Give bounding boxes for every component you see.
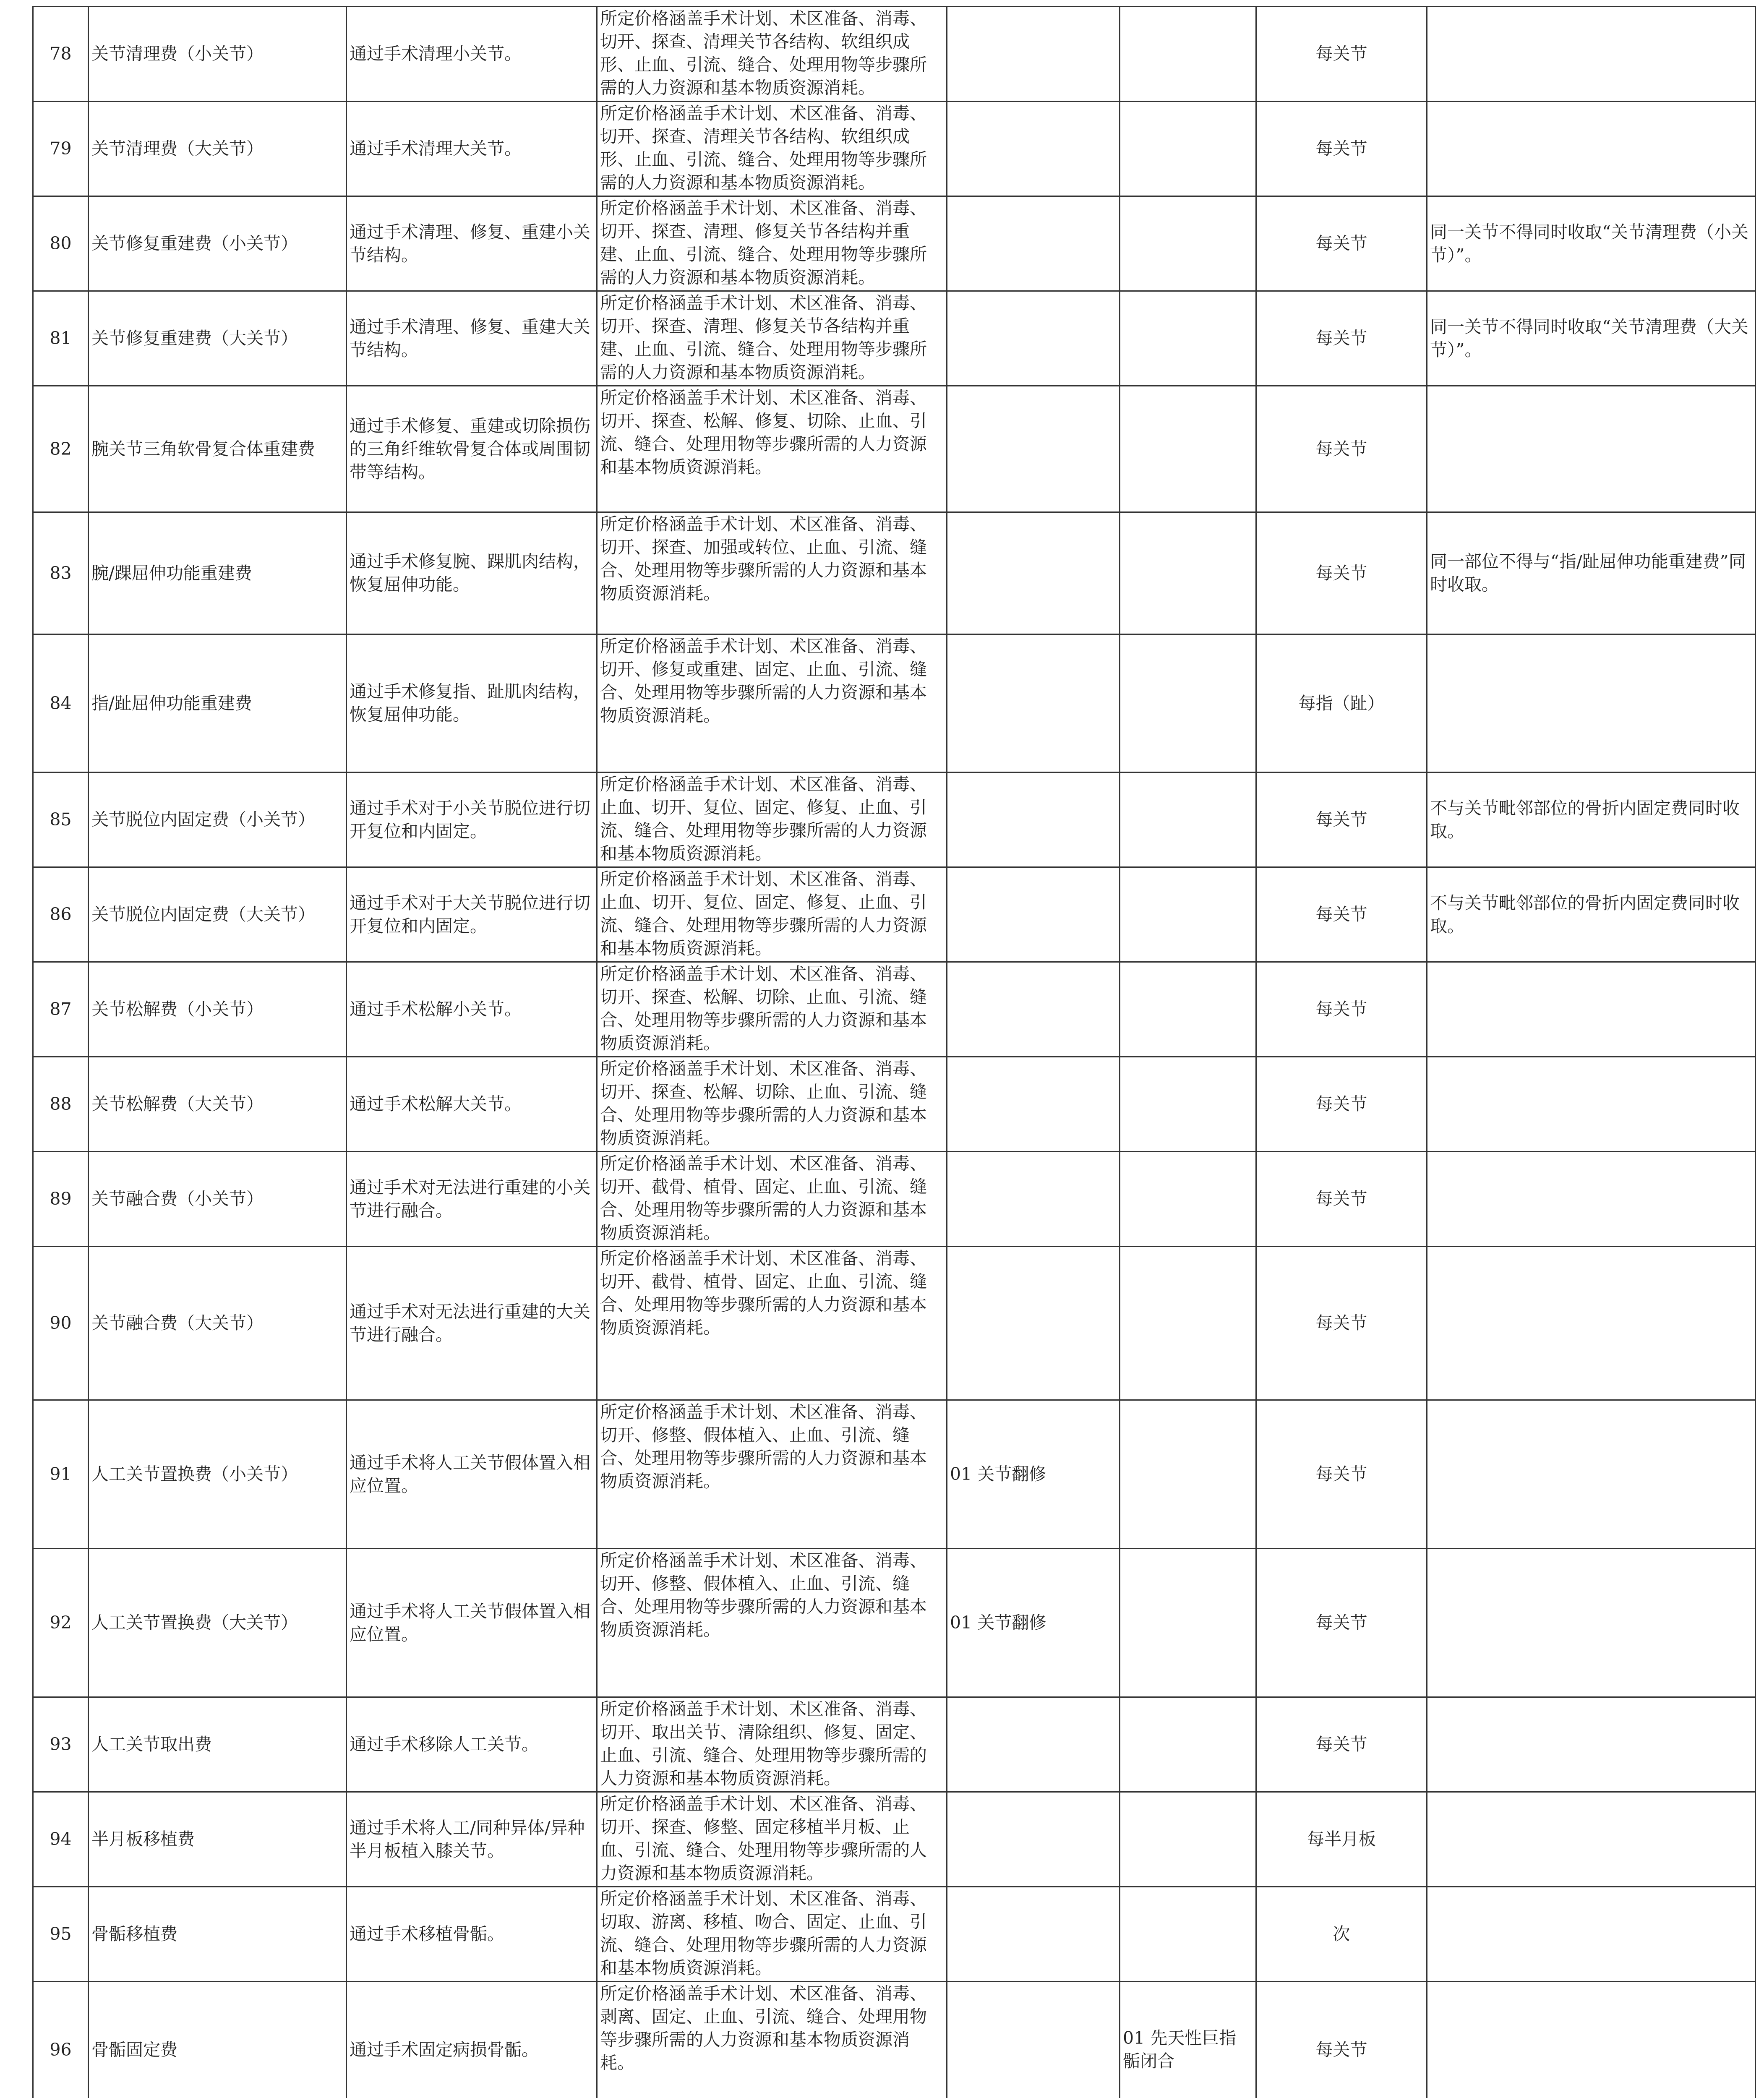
pricing-table	[32, 6, 1756, 2098]
item-description: 所定价格涵盖手术计划、术区准备、消毒、切开、修整、假体植入、止血、引流、缝合、处理用物等步骤所需的人力资源和基本物质资源消耗。	[597, 1400, 947, 1549]
addon-item: 01 关节翻修	[947, 1400, 1120, 1549]
extension-item	[1120, 1057, 1256, 1152]
item-description: 所定价格涵盖手术计划、术区准备、消毒、切开、探查、清理关节各结构、软组织成形、止血、引流、缝合、处理用物等步骤所需的人力资源和基本物质资源消耗。	[597, 7, 947, 102]
addon-item	[947, 291, 1120, 386]
item-name: 关节脱位内固定费（小关节）	[89, 772, 347, 867]
pricing-unit: 每关节	[1256, 512, 1427, 634]
item-note: 同一部位不得与“指/趾屈伸功能重建费”同时收取。	[1427, 512, 1756, 634]
table-row	[33, 1057, 1756, 1152]
item-content: 通过手术松解小关节。	[347, 962, 597, 1057]
pricing-unit: 每关节	[1256, 1057, 1427, 1152]
item-description: 所定价格涵盖手术计划、术区准备、消毒、切开、修复或重建、固定、止血、引流、缝合、处理用物等步骤所需的人力资源和基本物质资源消耗。	[597, 634, 947, 772]
extension-item	[1120, 634, 1256, 772]
item-content: 通过手术清理、修复、重建小关节结构。	[347, 196, 597, 291]
item-note	[1427, 102, 1756, 196]
item-name: 骨骺移植费	[89, 1887, 347, 1982]
pricing-unit: 每关节	[1256, 1400, 1427, 1549]
table-row	[33, 7, 1756, 102]
item-description: 所定价格涵盖手术计划、术区准备、消毒、切开、修整、假体植入、止血、引流、缝合、处理用物等步骤所需的人力资源和基本物质资源消耗。	[597, 1549, 947, 1697]
addon-item	[947, 1697, 1120, 1792]
pricing-unit: 每指（趾）	[1256, 634, 1427, 772]
item-content: 通过手术对无法进行重建的小关节进行融合。	[347, 1152, 597, 1247]
extension-item	[1120, 1152, 1256, 1247]
item-content: 通过手术松解大关节。	[347, 1057, 597, 1152]
item-description: 所定价格涵盖手术计划、术区准备、消毒、切开、探查、松解、修复、切除、止血、引流、缝合、处理用物等步骤所需的人力资源和基本物质资源消耗。	[597, 386, 947, 512]
pricing-unit: 每关节	[1256, 962, 1427, 1057]
item-content: 通过手术清理小关节。	[347, 7, 597, 102]
item-description: 所定价格涵盖手术计划、术区准备、消毒、切开、探查、松解、切除、止血、引流、缝合、处理用物等步骤所需的人力资源和基本物质资源消耗。	[597, 1057, 947, 1152]
addon-item	[947, 1792, 1120, 1887]
row-number: 82	[33, 386, 89, 512]
item-content: 通过手术对于小关节脱位进行切开复位和内固定。	[347, 772, 597, 867]
item-content: 通过手术对无法进行重建的大关节进行融合。	[347, 1247, 597, 1400]
addon-item	[947, 1982, 1120, 2098]
item-note: 不与关节毗邻部位的骨折内固定费同时收取。	[1427, 772, 1756, 867]
extension-item	[1120, 1247, 1256, 1400]
item-note: 同一关节不得同时收取“关节清理费（大关节）”。	[1427, 291, 1756, 386]
extension-item: 01 先天性巨指骺闭合	[1120, 1982, 1256, 2098]
item-description: 所定价格涵盖手术计划、术区准备、消毒、切开、截骨、植骨、固定、止血、引流、缝合、处理用物等步骤所需的人力资源和基本物质资源消耗。	[597, 1247, 947, 1400]
item-content: 通过手术修复指、趾肌肉结构，恢复屈伸功能。	[347, 634, 597, 772]
table-row	[33, 1152, 1756, 1247]
item-name: 人工关节置换费（小关节）	[89, 1400, 347, 1549]
item-name: 关节松解费（大关节）	[89, 1057, 347, 1152]
item-description: 所定价格涵盖手术计划、术区准备、消毒、止血、切开、复位、固定、修复、止血、引流、缝合、处理用物等步骤所需的人力资源和基本物质资源消耗。	[597, 867, 947, 962]
row-number: 79	[33, 102, 89, 196]
item-description: 所定价格涵盖手术计划、术区准备、消毒、切开、探查、松解、切除、止血、引流、缝合、处理用物等步骤所需的人力资源和基本物质资源消耗。	[597, 962, 947, 1057]
item-name: 人工关节置换费（大关节）	[89, 1549, 347, 1697]
item-content: 通过手术对于大关节脱位进行切开复位和内固定。	[347, 867, 597, 962]
item-description: 所定价格涵盖手术计划、术区准备、消毒、止血、切开、复位、固定、修复、止血、引流、缝合、处理用物等步骤所需的人力资源和基本物质资源消耗。	[597, 772, 947, 867]
table-row	[33, 291, 1756, 386]
row-number: 95	[33, 1887, 89, 1982]
item-name: 骨骺固定费	[89, 1982, 347, 2098]
item-name: 关节融合费（大关节）	[89, 1247, 347, 1400]
item-content: 通过手术修复腕、踝肌肉结构，恢复屈伸功能。	[347, 512, 597, 634]
item-note	[1427, 1152, 1756, 1247]
item-name: 腕关节三角软骨复合体重建费	[89, 386, 347, 512]
item-note	[1427, 962, 1756, 1057]
item-note	[1427, 1057, 1756, 1152]
table-row	[33, 1400, 1756, 1549]
item-name: 腕/踝屈伸功能重建费	[89, 512, 347, 634]
item-note	[1427, 1792, 1756, 1887]
addon-item	[947, 772, 1120, 867]
item-name: 关节修复重建费（小关节）	[89, 196, 347, 291]
table-row	[33, 634, 1756, 772]
item-description: 所定价格涵盖手术计划、术区准备、消毒、切取、游离、移植、吻合、固定、止血、引流、缝合、处理用物等步骤所需的人力资源和基本物质资源消耗。	[597, 1887, 947, 1982]
item-content: 通过手术移除人工关节。	[347, 1697, 597, 1792]
extension-item	[1120, 291, 1256, 386]
addon-item	[947, 1247, 1120, 1400]
row-number: 93	[33, 1697, 89, 1792]
table-row	[33, 1982, 1756, 2098]
item-note	[1427, 634, 1756, 772]
table-row	[33, 1549, 1756, 1697]
item-content: 通过手术将人工关节假体置入相应位置。	[347, 1549, 597, 1697]
pricing-unit: 每关节	[1256, 386, 1427, 512]
pricing-unit: 每关节	[1256, 7, 1427, 102]
row-number: 96	[33, 1982, 89, 2098]
item-name: 关节清理费（大关节）	[89, 102, 347, 196]
item-note: 同一关节不得同时收取“关节清理费（小关节）”。	[1427, 196, 1756, 291]
table-row	[33, 1697, 1756, 1792]
extension-item	[1120, 7, 1256, 102]
item-description: 所定价格涵盖手术计划、术区准备、消毒、切开、探查、加强或转位、止血、引流、缝合、处理用物等步骤所需的人力资源和基本物质资源消耗。	[597, 512, 947, 634]
table-row	[33, 386, 1756, 512]
extension-item	[1120, 1400, 1256, 1549]
item-note	[1427, 1247, 1756, 1400]
pricing-unit: 每关节	[1256, 772, 1427, 867]
item-description: 所定价格涵盖手术计划、术区准备、消毒、切开、截骨、植骨、固定、止血、引流、缝合、处理用物等步骤所需的人力资源和基本物质资源消耗。	[597, 1152, 947, 1247]
extension-item	[1120, 196, 1256, 291]
addon-item	[947, 867, 1120, 962]
pricing-unit: 次	[1256, 1887, 1427, 1982]
extension-item	[1120, 386, 1256, 512]
addon-item	[947, 1887, 1120, 1982]
extension-item	[1120, 1792, 1256, 1887]
item-content: 通过手术清理大关节。	[347, 102, 597, 196]
table-row	[33, 867, 1756, 962]
table-body	[33, 7, 1756, 2098]
item-description: 所定价格涵盖手术计划、术区准备、消毒、切开、探查、清理、修复关节各结构并重建、止血、引流、缝合、处理用物等步骤所需的人力资源和基本物质资源消耗。	[597, 291, 947, 386]
item-name: 指/趾屈伸功能重建费	[89, 634, 347, 772]
item-content: 通过手术将人工/同种异体/异种半月板植入膝关节。	[347, 1792, 597, 1887]
addon-item	[947, 1152, 1120, 1247]
extension-item	[1120, 1549, 1256, 1697]
pricing-unit: 每半月板	[1256, 1792, 1427, 1887]
row-number: 94	[33, 1792, 89, 1887]
pricing-unit: 每关节	[1256, 867, 1427, 962]
pricing-unit: 每关节	[1256, 1982, 1427, 2098]
addon-item	[947, 196, 1120, 291]
row-number: 90	[33, 1247, 89, 1400]
table-row	[33, 1792, 1756, 1887]
item-content: 通过手术移植骨骺。	[347, 1887, 597, 1982]
extension-item	[1120, 102, 1256, 196]
addon-item	[947, 386, 1120, 512]
table-row	[33, 772, 1756, 867]
table-row	[33, 512, 1756, 634]
row-number: 86	[33, 867, 89, 962]
row-number: 81	[33, 291, 89, 386]
item-description: 所定价格涵盖手术计划、术区准备、消毒、切开、取出关节、清除组织、修复、固定、止血、引流、缝合、处理用物等步骤所需的人力资源和基本物质资源消耗。	[597, 1697, 947, 1792]
item-content: 通过手术将人工关节假体置入相应位置。	[347, 1400, 597, 1549]
item-description: 所定价格涵盖手术计划、术区准备、消毒、剥离、固定、止血、引流、缝合、处理用物等步骤所需的人力资源和基本物质资源消耗。	[597, 1982, 947, 2098]
extension-item	[1120, 772, 1256, 867]
addon-item	[947, 634, 1120, 772]
item-name: 半月板移植费	[89, 1792, 347, 1887]
extension-item	[1120, 867, 1256, 962]
addon-item	[947, 7, 1120, 102]
table-row	[33, 1887, 1756, 1982]
item-note	[1427, 1697, 1756, 1792]
row-number: 89	[33, 1152, 89, 1247]
item-name: 人工关节取出费	[89, 1697, 347, 1792]
row-number: 91	[33, 1400, 89, 1549]
item-name: 关节融合费（小关节）	[89, 1152, 347, 1247]
item-content: 通过手术修复、重建或切除损伤的三角纤维软骨复合体或周围韧带等结构。	[347, 386, 597, 512]
extension-item	[1120, 1887, 1256, 1982]
row-number: 92	[33, 1549, 89, 1697]
item-note: 不与关节毗邻部位的骨折内固定费同时收取。	[1427, 867, 1756, 962]
addon-item	[947, 1057, 1120, 1152]
item-note	[1427, 1887, 1756, 1982]
row-number: 80	[33, 196, 89, 291]
item-note	[1427, 386, 1756, 512]
item-description: 所定价格涵盖手术计划、术区准备、消毒、切开、探查、修整、固定移植半月板、止血、引流、缝合、处理用物等步骤所需的人力资源和基本物质资源消耗。	[597, 1792, 947, 1887]
addon-item	[947, 962, 1120, 1057]
extension-item	[1120, 512, 1256, 634]
item-note	[1427, 7, 1756, 102]
item-content: 通过手术固定病损骨骺。	[347, 1982, 597, 2098]
row-number: 88	[33, 1057, 89, 1152]
pricing-unit: 每关节	[1256, 196, 1427, 291]
pricing-unit: 每关节	[1256, 102, 1427, 196]
addon-item	[947, 102, 1120, 196]
pricing-unit: 每关节	[1256, 1697, 1427, 1792]
addon-item: 01 关节翻修	[947, 1549, 1120, 1697]
row-number: 84	[33, 634, 89, 772]
pricing-unit: 每关节	[1256, 1152, 1427, 1247]
row-number: 85	[33, 772, 89, 867]
item-note	[1427, 1400, 1756, 1549]
item-description: 所定价格涵盖手术计划、术区准备、消毒、切开、探查、清理、修复关节各结构并重建、止血、引流、缝合、处理用物等步骤所需的人力资源和基本物质资源消耗。	[597, 196, 947, 291]
extension-item	[1120, 1697, 1256, 1792]
pricing-unit: 每关节	[1256, 291, 1427, 386]
row-number: 78	[33, 7, 89, 102]
pricing-unit: 每关节	[1256, 1549, 1427, 1697]
addon-item	[947, 512, 1120, 634]
item-name: 关节脱位内固定费（大关节）	[89, 867, 347, 962]
table-row	[33, 962, 1756, 1057]
item-note	[1427, 1982, 1756, 2098]
extension-item	[1120, 962, 1256, 1057]
pricing-unit: 每关节	[1256, 1247, 1427, 1400]
row-number: 83	[33, 512, 89, 634]
table-row	[33, 196, 1756, 291]
item-description: 所定价格涵盖手术计划、术区准备、消毒、切开、探查、清理关节各结构、软组织成形、止血、引流、缝合、处理用物等步骤所需的人力资源和基本物质资源消耗。	[597, 102, 947, 196]
item-name: 关节松解费（小关节）	[89, 962, 347, 1057]
table-row	[33, 102, 1756, 196]
item-name: 关节修复重建费（大关节）	[89, 291, 347, 386]
item-note	[1427, 1549, 1756, 1697]
item-name: 关节清理费（小关节）	[89, 7, 347, 102]
item-content: 通过手术清理、修复、重建大关节结构。	[347, 291, 597, 386]
table-row	[33, 1247, 1756, 1400]
row-number: 87	[33, 962, 89, 1057]
